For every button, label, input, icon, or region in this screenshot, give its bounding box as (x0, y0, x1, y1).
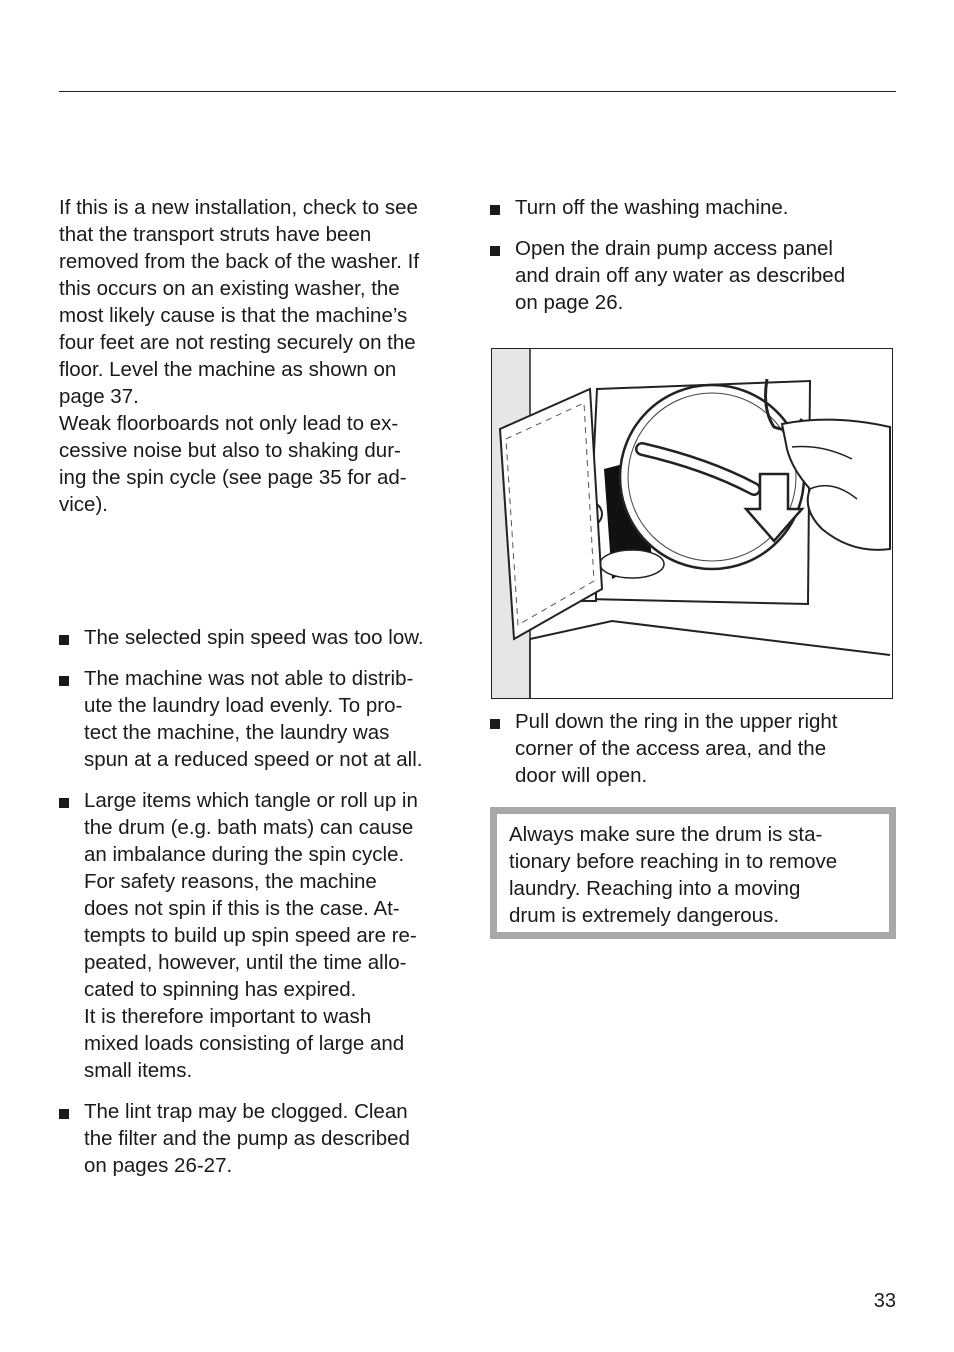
page-number: 33 (873, 1290, 896, 1312)
list-item (59, 1098, 469, 1179)
cause-list (59, 624, 469, 1193)
illustration-svg (492, 349, 892, 698)
steps-list-top (490, 194, 895, 330)
list-item (490, 708, 895, 789)
list-item (490, 235, 895, 316)
list-item (490, 194, 895, 221)
square-bullet-icon (490, 205, 500, 215)
list-item-text: Large items which tangle or roll up in the drum (e.g. bath mats) can cause an imbalance during the spin cycle. For safety reasons, the machine does not spin if this is the case. At- tempts to build up spin speed are re- peated, however, until the time allo- cated to spinning has expired. It is therefore important to wash mixed loads consisting of large and small items. (84, 789, 418, 1082)
steps-list-bottom (490, 708, 895, 803)
warning-text: Always make sure the drum is sta- tionary before reaching in to remove laundry. Reaching into a moving drum is extremely dangerous. (497, 814, 889, 932)
square-bullet-icon (59, 798, 69, 808)
list-item-text: The selected spin speed was too low. (84, 626, 424, 649)
header-rule (59, 91, 896, 92)
square-bullet-icon (490, 719, 500, 729)
intro-text-block (59, 194, 469, 518)
list-item-text: Turn off the washing machine. (515, 196, 789, 219)
list-item (59, 787, 469, 1084)
square-bullet-icon (59, 1109, 69, 1119)
intro-paragraph: If this is a new installation, check to see that the transport struts have been removed from the back of the washer. If this occurs on an existing washer, the most likely cause is that the machine’s four feet are not resting securely on the floor. Level the machine as shown on page 37. Weak floorboards not only lead to ex- cessive noise but also to shaking dur- ing the spin cycle (see page 35 for ad- vice). (59, 196, 420, 516)
list-item-text: The lint trap may be clogged. Clean the filter and the pump as described on pages 26-27. (84, 1100, 410, 1177)
drain-pump-illustration (491, 348, 893, 699)
list-item-text: Open the drain pump access panel and drain off any water as described on page 26. (515, 237, 846, 314)
square-bullet-icon (59, 676, 69, 686)
list-item (59, 624, 469, 651)
square-bullet-icon (490, 246, 500, 256)
list-item (59, 665, 469, 773)
warning-box (490, 807, 896, 939)
square-bullet-icon (59, 635, 69, 645)
list-item-text: The machine was not able to distrib- ute the laundry load evenly. To pro- tect the machine, the laundry was spun at a reduced speed or not at all. (84, 667, 423, 771)
list-item-text: Pull down the ring in the upper right corner of the access area, and the door will open. (515, 710, 838, 787)
